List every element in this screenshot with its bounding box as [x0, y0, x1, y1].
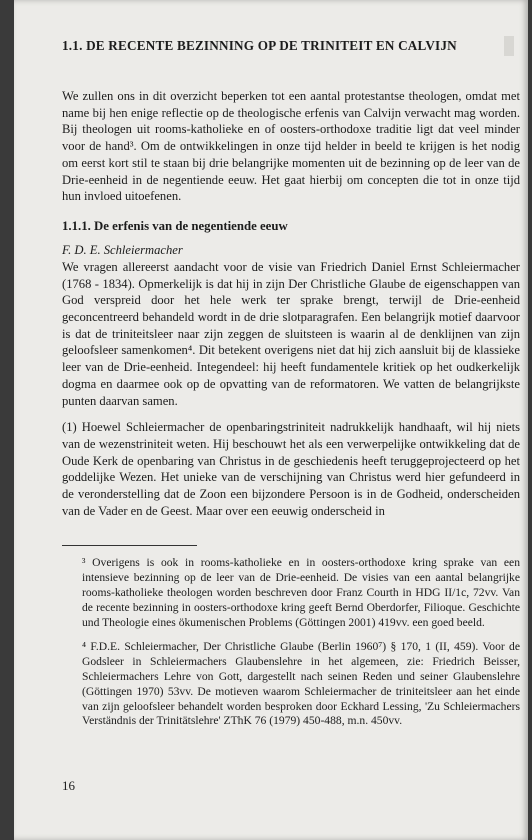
- schleiermacher-paragraph: We vragen allereerst aandacht voor de visie van Friedrich Daniel Ernst Schleiermacher (1768 - 1834). Opmerkelijk is dat hij in zijn Der Christliche Glaube de eigenschappen van God verspreid door het hele werk ter sprake brengt, terwijl de Drie-eenheid geconcentreerd behandeld wordt in de drie slotparagrafen. Een belangrijk motief daarvoor is dat de triniteitsleer naar zijn zeggen de sluitsteen is waarin al de denklijnen van zijn geloofsleer samenkomen⁴. Dit betekent overigens niet dat hij zich aansluit bij de klassieke leer van de Drie-eenheid. Integendeel: hij heeft fundamentele kritiek op het oudkerkelijk dogma en daarmee ook op de opvatting van de reformatoren. We vatten de belangrijkste punten daarvan samen.: [62, 259, 520, 408]
- intro-paragraph: We zullen ons in dit overzicht beperken tot een aantal protestantse theologen, omdat met name bij hen enige reflectie op de theologische erfenis van Calvijn verwacht mag worden. Bij theologen uit rooms-katholieke en of oosters-orthodoxe traditie ligt dat veel minder voor de hand³. Om de ontwikkelingen in onze tijd helder in beeld te krijgen is het nodig om eerst kort stil te staan bij drie belangrijke momenten uit de bezinning op de leer van de Drie-eenheid in de negentiende eeuw. Het gaat hierbij om concepten die tot in onze tijd hun invloed uitoefenen.: [62, 89, 520, 204]
- section-heading: 1.1.1. De erfenis van de negentiende eeuw: [62, 218, 288, 233]
- chapter-heading: 1.1. DE RECENTE BEZINNING OP DE TRINITEIT EN CALVIJN: [62, 38, 457, 53]
- person-subheading: F. D. E. Schleiermacher: [62, 242, 183, 257]
- point-one-paragraph: (1) Hoewel Schleiermacher de openbaringstriniteit nadrukkelijk handhaaft, wil hij niets van de wezenstriniteit weten. Hij beschouwt het als een verwerpelijke ontwikkeling dat de Oude Kerk de openbaring van Christus in de geschiedenis heeft teruggeprojecteerd op het goddelijke Wezen. Het unieke van de verschijning van Christus werd hier gefundeerd in de veronderstelling dat de Zoon een bijzondere Persoon is in de Godheid, onderscheiden van de Vader en de Geest. Maar over een eeuwig onderscheid in: [62, 420, 520, 518]
- page-text: [62, 38, 520, 729]
- book-page: [14, 0, 528, 840]
- footnote-divider: [62, 545, 197, 546]
- footnote-4: ⁴ F.D.E. Schleiermacher, Der Christliche Glaube (Berlin 1960⁷) § 170, 1 (II, 459). Voor de Godsleer in Schleiermachers Glaubenslehre in het algemeen, zie: Friedrich Beisser, Schleiermachers Lehre von Gott, dargestellt nach seinen Reden und seiner Glaubenslehre (Göttingen 1970) 53vv. De motieven waarom Schleiermacher de triniteitsleer aan het einde van zijn geloofsleer behandelt worden besproken door Eckhard Lessing, 'Zu Schleiermachers Verständnis der Trinitätslehre' ZThK 76 (1979) 450-488, m.n. 450vv.: [82, 640, 520, 728]
- footnote-3: ³ Overigens is ook in rooms-katholieke en in oosters-orthodoxe kring sprake van een intensieve bezinning op de leer van de Drie-eenheid. De visies van een aantal belangrijke rooms-katholieke theologen worden beschreven door Franz Courth in HDG II/1c, 72vv. Van de recente bezinning in oosters-orthodoxe kring geeft Bernd Oberdorfer, Filioque. Geschichte und Theologie eines ökumenischen Problems (Göttingen 2001) 419vv. een goed beeld.: [82, 556, 520, 629]
- page-number: 16: [62, 778, 75, 793]
